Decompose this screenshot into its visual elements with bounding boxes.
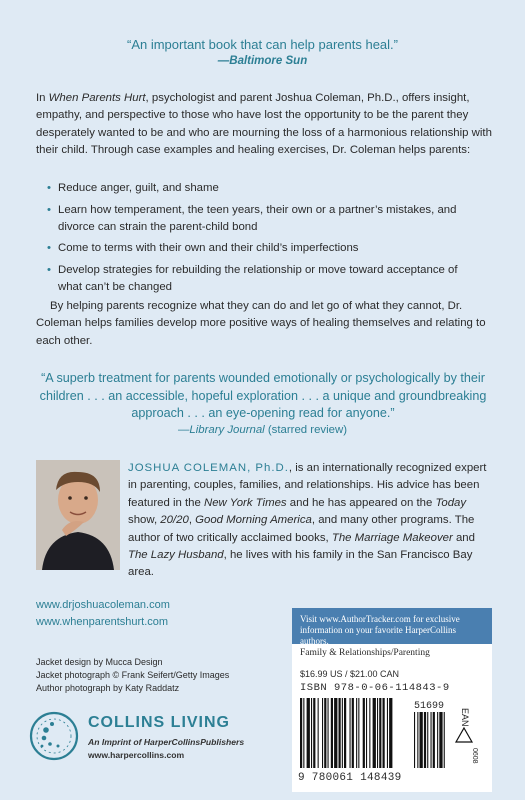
publisher-logo bbox=[28, 710, 258, 765]
bullet-icon: • bbox=[47, 264, 51, 277]
list-item: • Reduce anger, guilt, and shame bbox=[58, 180, 468, 197]
closing-paragraph: By helping parents recognize what they can do and let go of what they cannot, Dr. Coleman helps families develop more positive ways of healing themselves and relating to each other. bbox=[36, 300, 486, 347]
barcode-block bbox=[292, 608, 492, 792]
credit-line: Author photograph by Katy Raddatz bbox=[36, 683, 180, 693]
price-supplement: 51699 bbox=[414, 701, 445, 712]
website-link[interactable]: www.whenparentshurt.com bbox=[36, 615, 169, 628]
isbn-label: ISBN 978-0-06-114843-9 bbox=[300, 682, 450, 694]
sku-label: 0608 bbox=[471, 748, 478, 764]
author-photo bbox=[36, 460, 120, 570]
review-quote: “A superb treatment for parents wounded emotionally or psychologically by their children . . . an accessible, hopeful exploration . . . a unique and groundbreaking approach . . . an eye-opening read for anyone.” bbox=[39, 371, 487, 421]
publisher-name: COLLINS LIVING bbox=[88, 714, 230, 731]
book-title: When Parents Hurt bbox=[48, 92, 146, 104]
bullet-icon: • bbox=[47, 203, 51, 216]
list-item: • Learn how temperament, the teen years, their own or a partner’s mistakes, and divorce can strain the parent-child bond bbox=[47, 203, 457, 233]
website-link[interactable]: www.drjoshuacoleman.com bbox=[36, 599, 170, 611]
intro-paragraph: In When Parents Hurt, psychologist and parent Joshua Coleman, Ph.D., offers insight, empathy, and perspective to those who have lost the opportunity to be the parent they desperately wanted to be and who are mourning the loss of a harmonious relationship with their child. Through case examples and healing exercises, Dr. Coleman helps parents: bbox=[36, 92, 492, 157]
pull-quote-top-source: —Baltimore Sun bbox=[217, 55, 308, 67]
barcode-digits: 9 780061 148439 bbox=[298, 772, 402, 784]
jacket-credits bbox=[36, 656, 229, 695]
ean-label: EAN bbox=[460, 708, 470, 727]
author-name: JOSHUA COLEMAN, Ph.D. bbox=[128, 462, 289, 474]
review-quote-source: —Library Journal (starred review) bbox=[177, 424, 348, 436]
website-links bbox=[36, 597, 170, 630]
benefit-list bbox=[47, 180, 468, 301]
list-item: • Develop strategies for rebuilding the relationship or move toward acceptance of what can’t be changed bbox=[47, 264, 458, 293]
bullet-icon: • bbox=[47, 242, 51, 255]
author-bio: JOSHUA COLEMAN, Ph.D., is an internationally recognized expert in parenting, couples, families, and relationships. His advice has been featured in the New York Times and he has appeared on the Today show, 20/20, Good Morning America, and many other programs. The author of two critically acclaimed books, The Marriage Makeover and The Lazy Husband, he lives with his family in the San Francisco Bay area. bbox=[128, 462, 487, 579]
publisher-imprint: An Imprint of HarperCollinsPublishers bbox=[88, 737, 245, 747]
category-label: Family & Relationships/Parenting bbox=[300, 648, 430, 658]
collins-living-logo-icon bbox=[28, 710, 80, 762]
pull-quote-top: “An important book that can help parents heal.” bbox=[127, 37, 398, 52]
credit-line: Jacket design by Mucca Design bbox=[36, 657, 163, 667]
authortracker-band: Visit www.AuthorTracker.com for exclusive information on your favorite HarperCollins authors. bbox=[292, 608, 492, 644]
price-label: $16.99 US / $21.00 CAN bbox=[300, 669, 400, 679]
barcode-icon bbox=[300, 698, 476, 770]
publisher-url[interactable]: www.harpercollins.com bbox=[88, 750, 185, 760]
credit-line: Jacket photograph © Frank Seifert/Getty Images bbox=[36, 670, 230, 680]
list-item: • Come to terms with their own and their child’s imperfections bbox=[58, 240, 468, 257]
bullet-icon: • bbox=[47, 182, 51, 194]
